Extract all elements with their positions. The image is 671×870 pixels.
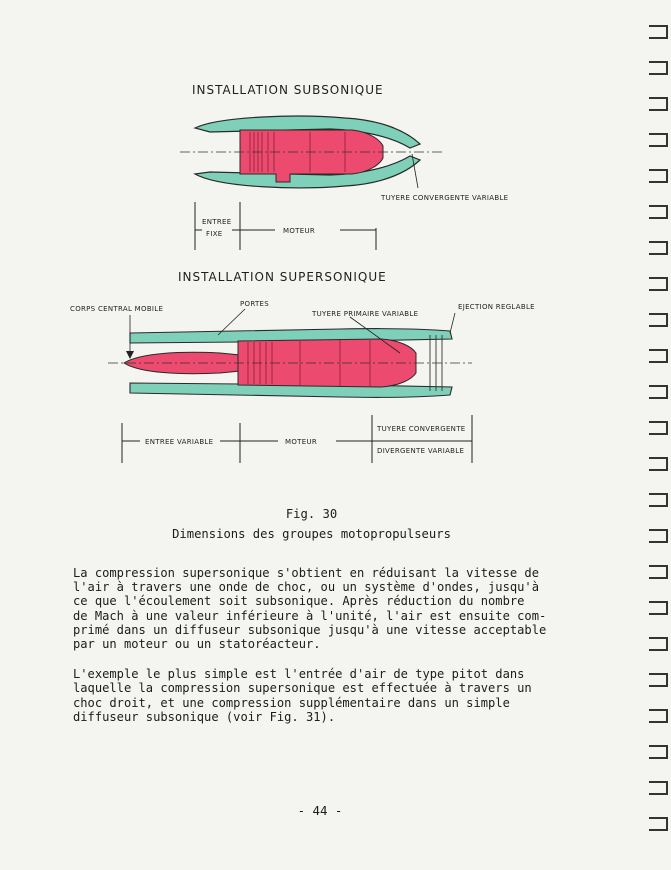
paragraph: La compression supersonique s'obtient en réduisant la vitesse de l'air à travers une onde de choc, ou un système d'ondes, jusqu'à ce que l'écoulement soit subsonique. Après réduction du nombre de Mach à une valeur inférieure à l'unité, l'air est ensuite com- primé dans un diffuseur subsonique jusqu'à une vitesse acceptable par un moteur ou un statoréacteur. [73,566,547,652]
nozzle-label-1: TUYERE CONVERGENTE [377,425,466,433]
subsonic-entry-label-1: ENTREE [202,218,232,226]
subsonic-entry-label-2: FIXE [206,230,223,238]
figure-caption: Dimensions des groupes motopropulseurs [172,527,451,541]
doors-label: PORTES [240,300,270,308]
ejection-label: EJECTION REGLABLE [458,303,535,311]
primary-nozzle-label: TUYERE PRIMAIRE VARIABLE [312,310,419,318]
body-text [73,566,593,740]
subsonic-nozzle-label: TUYERE CONVERGENTE VARIABLE [381,194,509,202]
page-number: - 44 - [297,803,343,818]
subsonic-engine-label: MOTEUR [283,227,316,235]
supersonic-title: INSTALLATION SUPERSONIQUE [178,270,387,284]
variable-entry-label: ENTREE VARIABLE [145,438,214,446]
paragraph: L'exemple le plus simple est l'entrée d'air de type pitot dans laquelle la compression supersonique est effectuée à travers un choc droit, et une compression supplémentaire dans un simple diffuseur subsonique (voir Fig. 31). [73,667,532,724]
nozzle-label-2: DIVERGENTE VARIABLE [377,447,465,455]
binder-rings [635,18,671,858]
center-body-label: CORPS CENTRAL MOBILE [70,305,164,313]
figure-number: Fig. 30 [285,507,338,521]
supersonic-engine-label: MOTEUR [285,438,318,446]
subsonic-title: INSTALLATION SUBSONIQUE [192,83,384,97]
